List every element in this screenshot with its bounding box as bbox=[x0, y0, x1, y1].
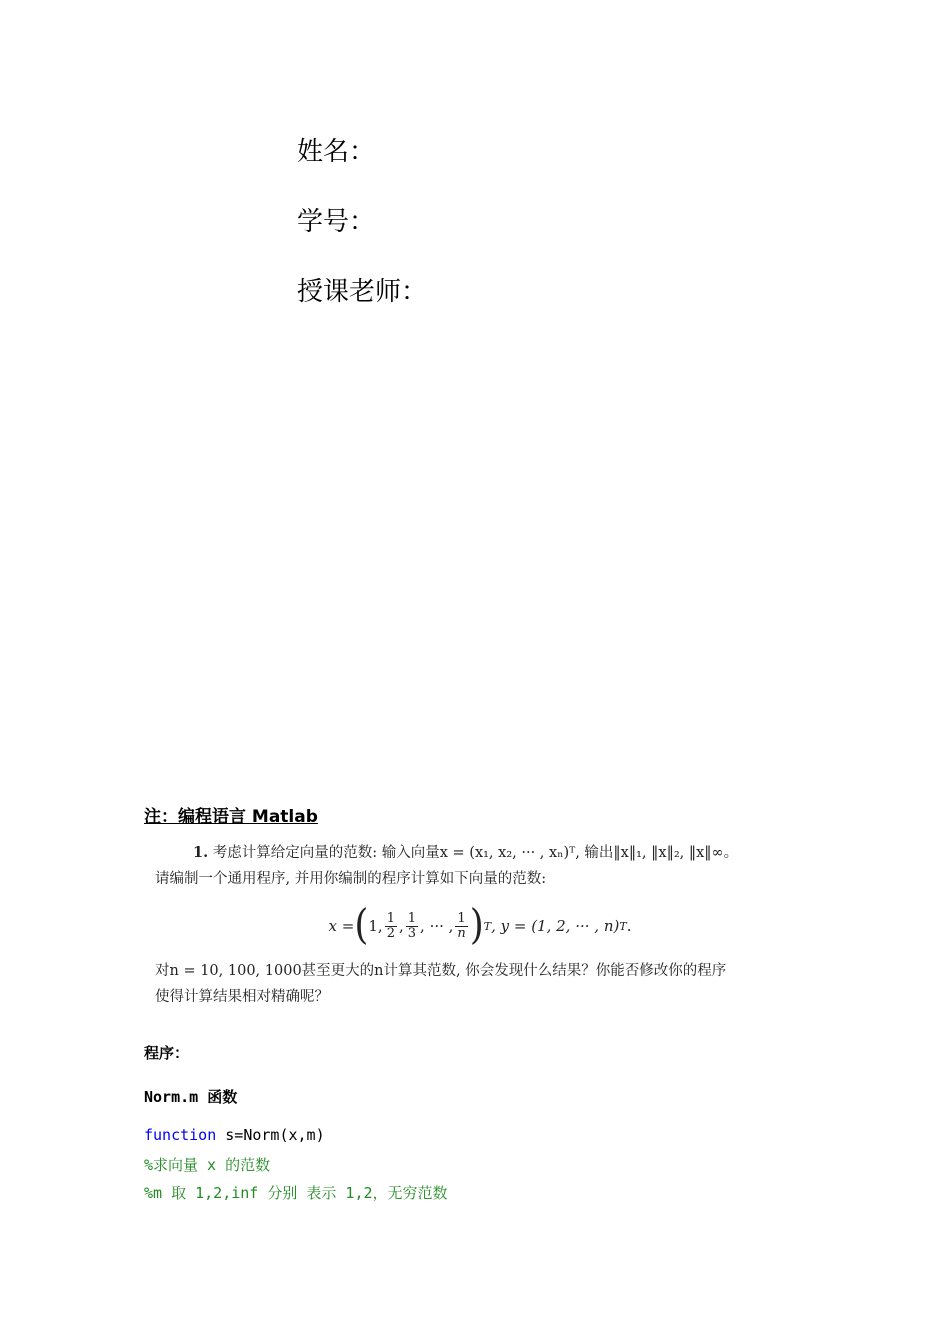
transpose-superscript-y: T bbox=[619, 919, 627, 933]
formula-period: . bbox=[626, 917, 632, 935]
fraction-numerator: 1 bbox=[407, 910, 417, 926]
transpose-superscript: T bbox=[483, 919, 492, 933]
student-id-label: 学号： bbox=[297, 207, 376, 237]
code-keyword: function bbox=[144, 1126, 217, 1144]
problem-line-1 bbox=[155, 840, 805, 866]
fraction-denominator: 2 bbox=[386, 925, 395, 941]
fraction-denominator: n bbox=[457, 925, 466, 941]
problem-line-4: 使得计算结果相对精确呢？ bbox=[155, 989, 329, 1005]
teacher-label: 授课老师： bbox=[297, 277, 428, 307]
formula-x-label: x = bbox=[328, 917, 355, 935]
fraction-numerator: 1 bbox=[386, 910, 395, 926]
code-comment-1: %求向量 x 的范数 bbox=[144, 1156, 271, 1174]
formula-y-part: , y = (1, 2, ··· , n) bbox=[491, 917, 620, 935]
fraction-third bbox=[406, 912, 418, 941]
name-label: 姓名： bbox=[297, 137, 376, 167]
fraction-half bbox=[385, 912, 397, 941]
formula-first-item: 1, bbox=[368, 917, 383, 935]
left-paren: ( bbox=[354, 901, 369, 949]
vector-formula bbox=[155, 902, 805, 950]
norm-function-heading: Norm.m 函数 bbox=[144, 1088, 238, 1106]
fraction-denominator: 3 bbox=[407, 925, 417, 941]
problem-statement bbox=[155, 840, 805, 1010]
fraction-numerator: 1 bbox=[457, 910, 466, 926]
problem-line-2: 请编制一个通用程序, 并用你编制的程序计算如下向量的范数: bbox=[155, 871, 547, 887]
code-line-1 bbox=[144, 1126, 325, 1144]
program-heading: 程序： bbox=[144, 1044, 190, 1062]
problem-line-3: 对n = 10, 100, 1000甚至更大的n计算其范数, 你会发现什么结果？你能否修改你的程序 bbox=[155, 963, 727, 979]
formula-ellipsis: , ··· , bbox=[420, 917, 454, 935]
problem-number: 1. bbox=[193, 844, 209, 861]
code-comment-2: %m 取 1,2,inf 分别 表示 1,2，无穷范数 bbox=[144, 1184, 448, 1202]
problem-text-1: 考虑计算给定向量的范数: 输入向量x = (x₁, x₂, ··· , xₙ)ᵀ, 输出‖x‖₁, ‖x‖₂, ‖x‖∞。 bbox=[212, 845, 739, 861]
right-paren: ) bbox=[469, 901, 484, 949]
code-signature: s=Norm(x,m) bbox=[216, 1126, 325, 1144]
language-note: 注：编程语言 Matlab bbox=[144, 807, 318, 827]
fraction-nth bbox=[455, 912, 467, 941]
formula-comma: , bbox=[398, 917, 404, 935]
